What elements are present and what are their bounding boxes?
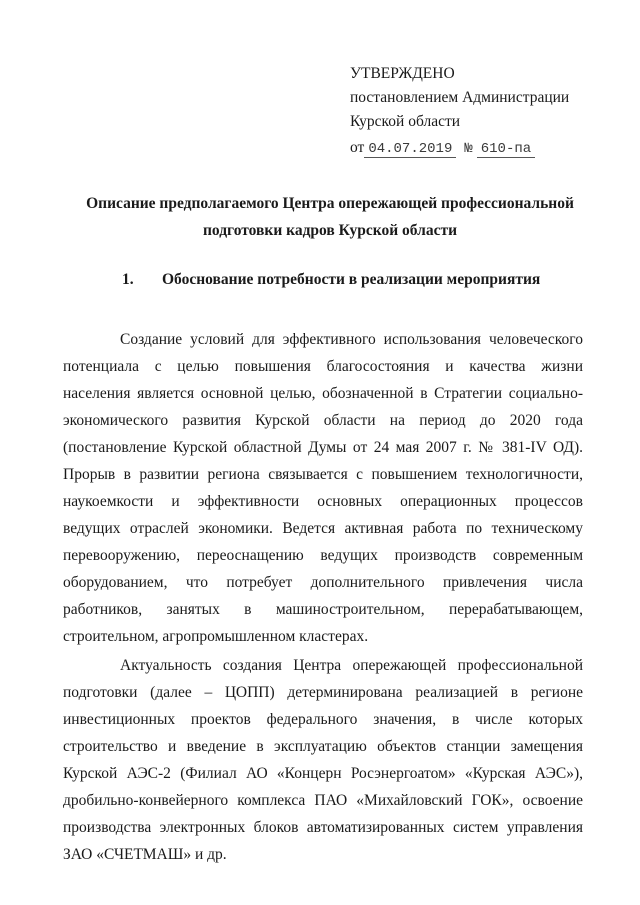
paragraph-line: Прорыв в развитии региона связывается с повышением технологичности, [63, 466, 583, 483]
paragraph-line: экономического развития Курской области на период до 2020 года [63, 412, 583, 429]
approval-line-2: Курской области [350, 113, 461, 130]
paragraph-2 [63, 652, 583, 868]
document-title [70, 190, 590, 244]
paragraph-line: Создание условий для эффективного использования человеческого [120, 331, 583, 348]
date-value: 04.07.2019 [364, 141, 456, 158]
title-line-2: подготовки кадров Курской области [202, 222, 458, 239]
paragraph-line: Актуальность создания Центра опережающей профессиональной [120, 657, 583, 674]
paragraph-line: строительство и введение в эксплуатацию объектов станции замещения [63, 738, 583, 755]
paragraph-line: инвестиционных проектов федерального значения, в числе которых [63, 711, 583, 728]
paragraph-line: потенциала с целью повышения благосостояния и качества жизни [63, 358, 583, 375]
approval-heading: УТВЕРЖДЕНО [350, 65, 455, 82]
paragraph-1 [63, 326, 583, 650]
paragraph-line: ЗАО «СЧЕТМАШ» и др. [63, 846, 227, 863]
paragraph-line: строительном, агропромышленном кластерах. [63, 628, 369, 645]
date-prefix: от [350, 139, 365, 156]
approval-block [350, 62, 610, 161]
section-title: Обоснование потребности в реализации мероприятия [162, 271, 541, 288]
paragraph-line: производства электронных блоков автоматизированных систем управления [63, 819, 583, 836]
document-body [63, 326, 583, 868]
paragraph-line: работников, занятых в машиностроительном, перерабатывающем, [63, 601, 583, 618]
paragraph-line: наукоемкости и эффективности основных операционных процессов [63, 493, 583, 510]
section-heading [122, 269, 540, 291]
approval-date-line [350, 136, 610, 161]
paragraph-line: подготовки (далее – ЦОПП) детерминирована реализацией в регионе [63, 684, 583, 701]
title-line-1: Описание предполагаемого Центра опережающей профессиональной [86, 195, 574, 212]
number-value: 610-па [477, 141, 535, 158]
paragraph-line: ведущих отраслей экономики. Ведется активная работа по техническому [63, 520, 583, 537]
paragraph-line: Курской АЭС-2 (Филиал АО «Концерн Росэнергоатом» «Курская АЭС»), [63, 765, 583, 782]
paragraph-line: оборудованием, что потребует дополнительного привлечения числа [63, 574, 583, 591]
paragraph-line: населения является основной целью, обозначенной в Стратегии социально- [63, 385, 583, 402]
paragraph-line: дробильно-конвейерного комплекса ПАО «Михайловский ГОК», освоение [63, 792, 583, 809]
paragraph-line: (постановление Курской областной Думы от 24 мая 2007 г. № 381-IV ОД). [63, 439, 583, 456]
approval-line-1: постановлением Администрации [350, 89, 570, 106]
section-number: 1. [122, 271, 134, 288]
number-mark: № [464, 141, 473, 157]
paragraph-line: перевооружению, переоснащению ведущих производств современным [63, 547, 583, 564]
